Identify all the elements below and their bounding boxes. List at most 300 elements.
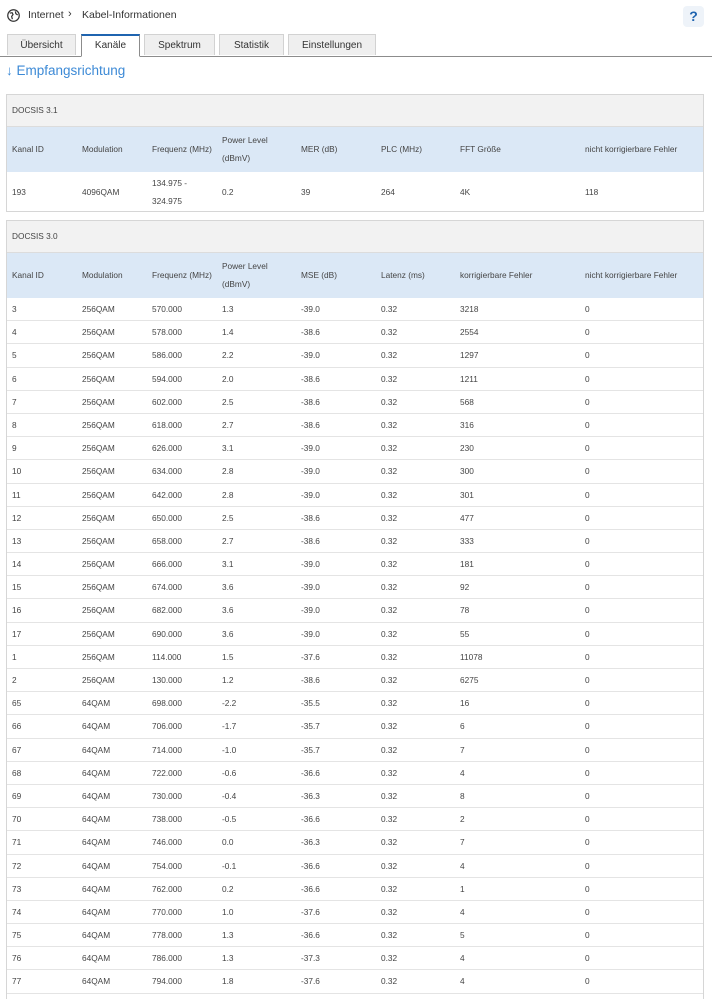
table-cell: 3.6: [222, 628, 234, 639]
table-cell: 12: [12, 512, 22, 523]
table-cell: 64QAM: [82, 837, 111, 848]
table-cell: 2554: [460, 327, 479, 338]
table-cell: 3: [12, 304, 17, 314]
table-cell: 256QAM: [82, 350, 115, 361]
table-cell: -36.6: [301, 930, 320, 941]
table-body: [7, 298, 703, 994]
table-cell: 722.000: [152, 767, 182, 778]
table-cell: 754.000: [152, 860, 182, 871]
table-row: [7, 855, 703, 878]
table-cell: 594.000: [152, 373, 182, 384]
table-cell: 3.6: [222, 582, 234, 593]
table-cell: 0.32: [381, 698, 398, 709]
table-cell: 13: [12, 535, 22, 546]
table-cell: 0: [585, 883, 590, 894]
tab-einstellungen[interactable]: Einstellungen: [288, 34, 376, 55]
table-cell: 17: [12, 628, 22, 639]
table-cell: 0: [585, 512, 590, 523]
table-cell: 14: [12, 559, 22, 570]
table-cell: 4: [460, 860, 465, 871]
table-cell: -39.0: [301, 443, 320, 454]
table-cell: 256QAM: [82, 443, 115, 454]
table-cell: 0: [585, 582, 590, 593]
table-cell: -35.7: [301, 721, 320, 732]
table-cell: 134.975 - 324.975: [152, 178, 188, 206]
table-cell: 690.000: [152, 628, 182, 639]
table-cell: 0.32: [381, 930, 398, 941]
column-header: PLC (MHz): [381, 144, 423, 154]
table-cell: 0.32: [381, 883, 398, 894]
table-cell: 0: [585, 419, 590, 430]
table-cell: -0.5: [222, 814, 237, 825]
table-cell: 0.32: [381, 489, 398, 500]
table-cell: 4: [460, 767, 465, 778]
table-cell: -38.6: [301, 512, 320, 523]
table-cell: 602.000: [152, 396, 182, 407]
table-row: [7, 414, 703, 437]
table-cell: -38.6: [301, 675, 320, 685]
table-cell: 786.000: [152, 953, 182, 964]
table-cell: 5: [460, 930, 465, 941]
table-cell: 75: [12, 930, 22, 941]
table-cell: 0.32: [381, 744, 398, 755]
table-cell: 39: [301, 187, 311, 197]
column-header: MSE (dB): [301, 270, 337, 280]
table-cell: 1.0: [222, 906, 234, 917]
table-cell: 634.000: [152, 466, 182, 477]
table-cell: 0: [585, 837, 590, 848]
column-header: Latenz (ms): [381, 270, 425, 280]
table-cell: 0.32: [381, 675, 398, 685]
table-cell: 2: [12, 675, 17, 685]
table-cell: 300: [460, 466, 474, 477]
table-cell: -38.6: [301, 396, 320, 407]
table-cell: 1211: [460, 373, 478, 384]
table-cell: 72: [12, 860, 22, 871]
table-cell: 0.32: [381, 373, 398, 384]
table-row: [7, 172, 703, 212]
table-cell: 76: [12, 953, 22, 964]
table-cell: 64QAM: [82, 883, 111, 894]
table-cell: 0: [585, 489, 590, 500]
table-cell: 1: [460, 883, 465, 894]
table-cell: 0.2: [222, 187, 234, 197]
table-row: [7, 947, 703, 970]
column-header: Modulation: [82, 270, 123, 280]
column-header: MER (dB): [301, 144, 338, 154]
table-cell: -39.0: [301, 559, 320, 570]
table-cell: 4K: [460, 187, 471, 197]
tab-statistik[interactable]: Statistik: [219, 34, 284, 55]
table-cell: 3218: [460, 304, 479, 314]
table-cell: -39.0: [301, 489, 320, 500]
table-cell: 746.000: [152, 837, 182, 848]
table-cell: 0.32: [381, 767, 398, 778]
column-header: Kanal ID: [12, 270, 44, 280]
table-cell: 0.32: [381, 304, 398, 314]
breadcrumb-internet[interactable]: Internet: [28, 9, 64, 21]
table-row: [7, 739, 703, 762]
table-cell: -36.6: [301, 860, 320, 871]
table-cell: -39.0: [301, 350, 320, 361]
table-row: [7, 901, 703, 924]
table-cell: 0: [585, 396, 590, 407]
tab-uebersicht[interactable]: Übersicht: [7, 34, 76, 55]
table-cell: 1.5: [222, 651, 234, 662]
table-cell: 1.4: [222, 327, 234, 338]
table-cell: -39.0: [301, 605, 320, 616]
table-cell: 11: [12, 489, 21, 500]
table-cell: 0: [585, 327, 590, 338]
table-cell: 64QAM: [82, 790, 111, 801]
table-cell: 706.000: [152, 721, 182, 732]
table-cell: -38.6: [301, 373, 320, 384]
table-cell: 2.7: [222, 419, 234, 430]
top-bar: [0, 0, 712, 34]
table-cell: 0.0: [222, 837, 234, 848]
table-cell: 4: [460, 976, 465, 987]
table-cell: -35.5: [301, 698, 320, 709]
table-cell: 55: [460, 628, 470, 639]
tab-bar: [0, 34, 712, 57]
table-cell: 0: [585, 930, 590, 941]
table-cell: -36.6: [301, 814, 320, 825]
table-cell: 2.5: [222, 396, 234, 407]
table-cell: 130.000: [152, 675, 182, 685]
table-row: [7, 553, 703, 576]
table-row: [7, 391, 703, 414]
table-cell: 0: [585, 675, 590, 685]
table-cell: -0.6: [222, 767, 237, 778]
table-cell: 3.1: [222, 443, 234, 454]
table-cell: 0.32: [381, 628, 398, 639]
globe-icon: [7, 9, 20, 22]
table-cell: 477: [460, 512, 474, 523]
table-cell: 8: [460, 790, 465, 801]
table-cell: 301: [460, 489, 474, 500]
table-cell: 4: [460, 953, 465, 964]
help-button[interactable]: ?: [683, 6, 704, 27]
table-cell: 7: [460, 837, 465, 848]
table-cell: 6275: [460, 675, 479, 685]
table-cell: 0: [585, 721, 590, 732]
column-header: nicht korrigierbare Fehler: [585, 270, 678, 280]
table-cell: 578.000: [152, 327, 182, 338]
section-title: ↓ Empfangsrichtung: [6, 63, 126, 78]
table-cell: 4: [12, 327, 17, 338]
table-cell: 2.8: [222, 466, 234, 477]
table-cell: 8: [12, 419, 17, 430]
column-header: Frequenz (MHz): [152, 144, 212, 154]
table-header: [7, 253, 703, 298]
table-cell: 7: [460, 744, 465, 755]
table-cell: 1297: [460, 350, 479, 361]
table-cell: 256QAM: [82, 628, 115, 639]
table-row: [7, 669, 703, 692]
table-cell: 69: [12, 790, 22, 801]
table-cell: 714.000: [152, 744, 182, 755]
table-row: [7, 715, 703, 738]
table-cell: 626.000: [152, 443, 182, 454]
table-row: [7, 831, 703, 854]
table-cell: 256QAM: [82, 327, 115, 338]
table-cell: 230: [460, 443, 474, 454]
column-header: Modulation: [82, 144, 123, 154]
table-cell: -39.0: [301, 304, 320, 314]
table-cell: -39.0: [301, 466, 320, 477]
chevron-right-icon: ›: [68, 8, 72, 20]
table-row: [7, 344, 703, 367]
tab-spektrum[interactable]: Spektrum: [144, 34, 215, 55]
table-cell: 9: [12, 443, 17, 454]
column-header: Frequenz (MHz): [152, 270, 212, 280]
table-cell: -36.6: [301, 883, 320, 894]
table-cell: 256QAM: [82, 419, 115, 430]
table-cell: 74: [12, 906, 22, 917]
table-cell: 3.1: [222, 559, 234, 570]
table-cell: 67: [12, 744, 22, 755]
table-cell: 256QAM: [82, 535, 115, 546]
table-cell: 1.2: [222, 675, 234, 685]
table-cell: 2.7: [222, 535, 234, 546]
table-cell: 5: [12, 350, 17, 361]
table-cell: 770.000: [152, 906, 182, 917]
table-cell: 0.32: [381, 651, 398, 662]
table-cell: 794.000: [152, 976, 182, 987]
table-title: DOCSIS 3.1: [7, 95, 703, 127]
table-cell: 0: [585, 443, 590, 454]
table-cell: 256QAM: [82, 512, 115, 523]
table-cell: 0: [585, 559, 590, 570]
table-cell: 2: [460, 814, 465, 825]
column-header: Power Level (dBmV): [222, 261, 268, 289]
column-header: Kanal ID: [12, 144, 44, 154]
table-cell: 738.000: [152, 814, 182, 825]
table-cell: 10: [12, 466, 22, 477]
table-cell: -39.0: [301, 628, 320, 639]
table-cell: 0: [585, 535, 590, 546]
table-cell: 0: [585, 744, 590, 755]
table-cell: -36.3: [301, 837, 320, 848]
table-cell: 114.000: [152, 651, 182, 662]
table-cell: 264: [381, 187, 395, 197]
table-cell: 0.32: [381, 605, 398, 616]
table-row: [7, 623, 703, 646]
table-cell: 762.000: [152, 883, 182, 894]
table-cell: -36.3: [301, 790, 320, 801]
table-row: [7, 321, 703, 344]
table-cell: 256QAM: [82, 559, 115, 570]
table-row: [7, 599, 703, 622]
table-cell: 2.5: [222, 512, 234, 523]
table-cell: 70: [12, 814, 22, 825]
table-cell: 618.000: [152, 419, 182, 430]
table-cell: 16: [460, 698, 470, 709]
table-cell: 0.32: [381, 559, 398, 570]
table-cell: 64QAM: [82, 953, 111, 964]
table-cell: 570.000: [152, 304, 182, 314]
table-row: [7, 924, 703, 947]
table-cell: 0: [585, 906, 590, 917]
docsis30-table: [6, 220, 704, 999]
table-row: [7, 437, 703, 460]
table-cell: 16: [12, 605, 22, 616]
table-cell: 181: [460, 559, 474, 570]
table-cell: 2.0: [222, 373, 234, 384]
table-cell: 256QAM: [82, 651, 115, 662]
table-cell: 77: [12, 976, 22, 987]
table-row: [7, 646, 703, 669]
table-cell: -37.6: [301, 906, 320, 917]
table-cell: 64QAM: [82, 698, 111, 709]
table-row: [7, 692, 703, 715]
table-row: [7, 460, 703, 483]
table-cell: 650.000: [152, 512, 182, 523]
table-row: [7, 878, 703, 901]
table-cell: 0: [585, 860, 590, 871]
tab-kanaele[interactable]: Kanäle: [81, 34, 140, 57]
table-cell: -37.6: [301, 651, 320, 662]
table-cell: 0.32: [381, 535, 398, 546]
table-cell: -38.6: [301, 327, 320, 338]
table-cell: 0: [585, 976, 590, 987]
table-cell: 674.000: [152, 582, 182, 593]
table-cell: 64QAM: [82, 906, 111, 917]
table-cell: 642.000: [152, 489, 182, 500]
table-cell: 64QAM: [82, 721, 111, 732]
table-cell: 256QAM: [82, 304, 115, 314]
table-cell: 0: [585, 350, 590, 361]
table-cell: 256QAM: [82, 489, 115, 500]
table-cell: 1.3: [222, 930, 234, 941]
table-cell: 7: [12, 396, 17, 407]
table-cell: 118: [585, 187, 599, 197]
table-cell: -37.6: [301, 976, 320, 987]
table-cell: 0.32: [381, 512, 398, 523]
table-cell: 78: [460, 605, 470, 616]
table-cell: 11078: [460, 651, 483, 662]
table-cell: 2.8: [222, 489, 234, 500]
table-cell: 6: [12, 373, 17, 384]
table-cell: 65: [12, 698, 22, 709]
table-cell: 92: [460, 582, 470, 593]
breadcrumb-current: Kabel-Informationen: [82, 9, 177, 21]
table-cell: 71: [12, 837, 22, 848]
table-cell: -39.0: [301, 582, 320, 593]
table-row: [7, 785, 703, 808]
table-row: [7, 576, 703, 599]
docsis31-table: [6, 94, 704, 212]
table-cell: 0.32: [381, 906, 398, 917]
table-cell: -37.3: [301, 953, 320, 964]
table-cell: 6: [460, 721, 465, 732]
table-cell: -0.1: [222, 860, 237, 871]
table-cell: -36.6: [301, 767, 320, 778]
table-cell: -38.6: [301, 535, 320, 546]
table-cell: 682.000: [152, 605, 182, 616]
table-cell: 256QAM: [82, 605, 115, 616]
table-cell: 730.000: [152, 790, 182, 801]
table-row: [7, 808, 703, 831]
table-cell: 0.32: [381, 396, 398, 407]
table-cell: 1: [12, 651, 17, 662]
table-cell: -2.2: [222, 698, 237, 709]
table-cell: 586.000: [152, 350, 182, 361]
table-cell: 666.000: [152, 559, 182, 570]
table-cell: 0.32: [381, 327, 398, 338]
table-cell: 0.2: [222, 883, 234, 894]
table-cell: 0.32: [381, 837, 398, 848]
table-cell: 0: [585, 628, 590, 639]
table-cell: 256QAM: [82, 582, 115, 593]
table-cell: 1.8: [222, 976, 234, 987]
table-cell: 0.32: [381, 721, 398, 732]
table-cell: 0: [585, 767, 590, 778]
table-cell: 0.32: [381, 860, 398, 871]
table-cell: 0: [585, 698, 590, 709]
table-cell: 0.32: [381, 419, 398, 430]
table-cell: 0.32: [381, 790, 398, 801]
table-cell: 0.32: [381, 466, 398, 477]
table-cell: 66: [12, 721, 22, 732]
table-title: DOCSIS 3.0: [7, 221, 703, 253]
table-cell: 193: [12, 187, 26, 197]
table-cell: 698.000: [152, 698, 182, 709]
table-cell: 256QAM: [82, 675, 115, 685]
table-row: [7, 368, 703, 391]
table-cell: 0.32: [381, 953, 398, 964]
table-cell: 64QAM: [82, 767, 111, 778]
column-header: FFT Größe: [460, 144, 501, 154]
table-cell: -38.6: [301, 419, 320, 430]
table-cell: 0: [585, 466, 590, 477]
table-cell: 0.32: [381, 976, 398, 987]
table-cell: 3.6: [222, 605, 234, 616]
table-cell: 0: [585, 605, 590, 616]
table-cell: 68: [12, 767, 22, 778]
table-cell: 0.32: [381, 582, 398, 593]
table-cell: 64QAM: [82, 814, 111, 825]
table-cell: 333: [460, 535, 474, 546]
table-cell: 658.000: [152, 535, 182, 546]
table-header: [7, 127, 703, 172]
table-cell: 778.000: [152, 930, 182, 941]
table-cell: 568: [460, 396, 474, 407]
table-row: [7, 762, 703, 785]
table-cell: 64QAM: [82, 976, 111, 987]
table-cell: 0: [585, 304, 590, 314]
table-cell: 64QAM: [82, 744, 111, 755]
table-row: [7, 970, 703, 993]
table-cell: 256QAM: [82, 466, 115, 477]
table-cell: 15: [12, 582, 22, 593]
table-cell: -35.7: [301, 744, 320, 755]
table-cell: 4: [460, 906, 465, 917]
table-cell: 4096QAM: [82, 187, 120, 197]
table-cell: 2.2: [222, 350, 234, 361]
table-cell: 0: [585, 953, 590, 964]
table-row: [7, 507, 703, 530]
table-cell: 0: [585, 814, 590, 825]
table-cell: 73: [12, 883, 22, 894]
table-cell: 0: [585, 790, 590, 801]
table-row: [7, 298, 703, 321]
table-cell: -1.0: [222, 744, 237, 755]
table-cell: 256QAM: [82, 396, 115, 407]
column-header: nicht korrigierbare Fehler: [585, 144, 678, 154]
table-cell: 0.32: [381, 814, 398, 825]
table-cell: 0: [585, 651, 590, 662]
